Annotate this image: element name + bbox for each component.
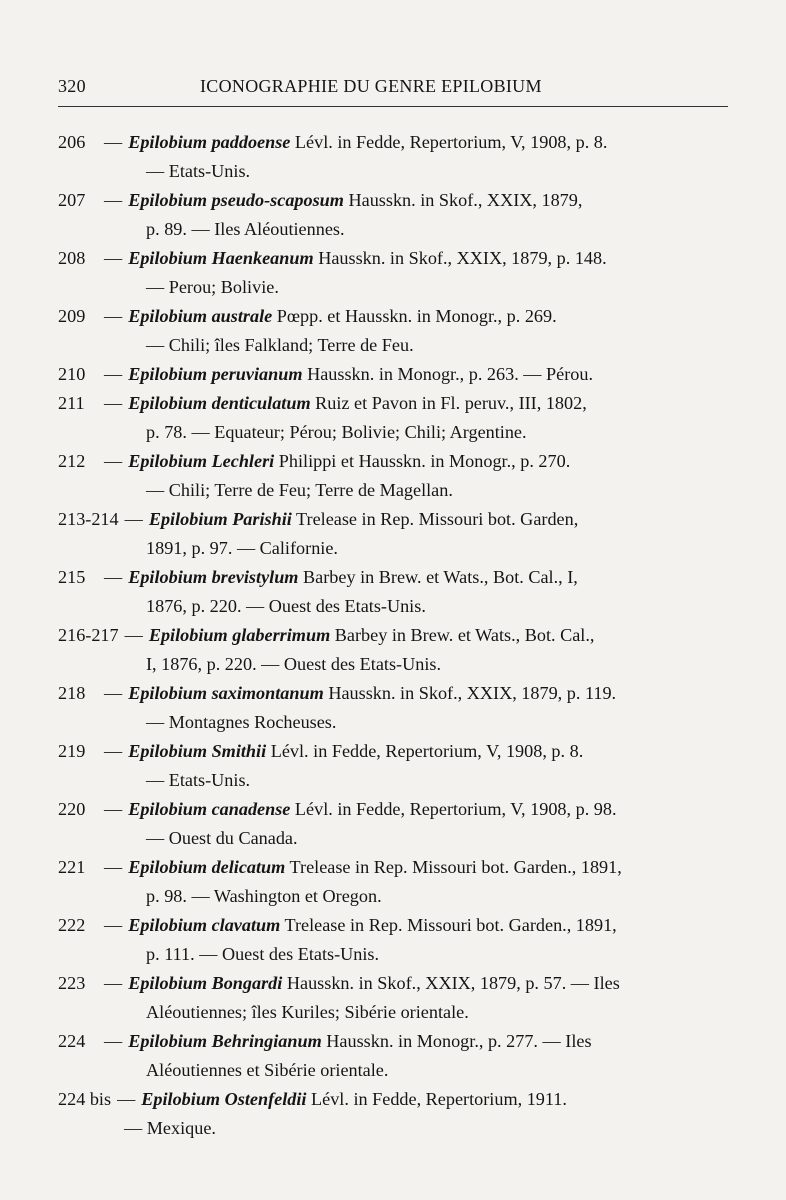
entry-citation: Hausskn. in Skof., XXIX, 1879, p. 148. [318, 248, 607, 268]
entry-citation: Pœpp. et Hausskn. in Monogr., p. 269. [276, 306, 557, 326]
entry-number: 209 [58, 306, 86, 326]
entry-number: 224 bis [58, 1089, 112, 1109]
list-item: 209 — Epilobium australe Pœpp. et Hausskn. in Monogr., p. 269. — Chili; îles Falkland; Terre de Feu. [58, 302, 730, 360]
entry-list [58, 128, 730, 1143]
entry-citation: Philippi et Hausskn. in Monogr., p. 270. [278, 451, 571, 471]
entry-number: 223 [58, 973, 86, 993]
entry-continuation: — Etats-Unis. [146, 770, 251, 790]
entry-citation: Hausskn. in Monogr., p. 277. — Iles [326, 1031, 592, 1051]
species-name: Epilobium canadense [128, 799, 291, 819]
entry-citation: Lévl. in Fedde, Repertorium, V, 1908, p. 98. [294, 799, 617, 819]
entry-number: 206 [58, 132, 86, 152]
entry-citation: Hausskn. in Skof., XXIX, 1879, p. 57. — Iles [286, 973, 620, 993]
entry-citation: Lévl. in Fedde, Repertorium, V, 1908, p. 8. [294, 132, 608, 152]
entry-continuation: p. 98. — Washington et Oregon. [146, 886, 382, 906]
list-item: 224 — Epilobium Behringianum Hausskn. in Monogr., p. 277. — Iles Aléoutiennes et Sibérie orientale. [58, 1027, 730, 1085]
entry-number: 211 [58, 393, 85, 413]
list-item: 207 — Epilobium pseudo-scaposum Hausskn. in Skof., XXIX, 1879, p. 89. — Iles Aléoutiennes. [58, 186, 730, 244]
entry-continuation: — Ouest du Canada. [146, 828, 298, 848]
list-item: 211 — Epilobium denticulatum Ruiz et Pavon in Fl. peruv., III, 1802, p. 78. — Equateur; Pérou; Bolivie; Chili; Argentine. [58, 389, 730, 447]
species-name: Epilobium Haenkeanum [128, 248, 314, 268]
entry-citation: Barbey in Brew. et Wats., Bot. Cal., [334, 625, 595, 645]
entry-number: 212 [58, 451, 86, 471]
entry-number: 222 [58, 915, 86, 935]
species-name: Epilobium pseudo-scaposum [128, 190, 344, 210]
entry-number: 210 [58, 364, 86, 384]
page-number: 320 [58, 76, 86, 96]
entry-continuation: — Mexique. [124, 1118, 216, 1138]
list-item: 208 — Epilobium Haenkeanum Hausskn. in Skof., XXIX, 1879, p. 148. — Perou; Bolivie. [58, 244, 730, 302]
species-name: Epilobium Bongardi [128, 973, 283, 993]
entry-number: 221 [58, 857, 86, 877]
entry-number: 215 [58, 567, 86, 587]
species-name: Epilobium saximontanum [128, 683, 324, 703]
entry-number: 220 [58, 799, 86, 819]
species-name: Epilobium denticulatum [128, 393, 311, 413]
entry-continuation: — Montagnes Rocheuses. [146, 712, 337, 732]
entry-citation: Trelease in Rep. Missouri bot. Garden., 1891, [289, 857, 622, 877]
list-item: 213-214 — Epilobium Parishii Trelease in Rep. Missouri bot. Garden, 1891, p. 97. — Californie. [58, 505, 730, 563]
entry-number: 213-214 [58, 509, 119, 529]
list-item: 206 — Epilobium paddoense Lévl. in Fedde, Repertorium, V, 1908, p. 8. — Etats-Unis. [58, 128, 730, 186]
entry-citation: Ruiz et Pavon in Fl. peruv., III, 1802, [315, 393, 587, 413]
entry-continuation: p. 78. — Equateur; Pérou; Bolivie; Chili; Argentine. [146, 422, 527, 442]
entry-continuation: 1891, p. 97. — Californie. [146, 538, 338, 558]
entry-continuation: Aléoutiennes et Sibérie orientale. [146, 1060, 389, 1080]
entry-continuation: — Perou; Bolivie. [146, 277, 279, 297]
list-item: 212 — Epilobium Lechleri Philippi et Hausskn. in Monogr., p. 270. — Chili; Terre de Feu; Terre de Magellan. [58, 447, 730, 505]
page-header [58, 76, 728, 100]
entry-number: 216-217 [58, 625, 119, 645]
entry-continuation: p. 111. — Ouest des Etats-Unis. [146, 944, 380, 964]
list-item: 215 — Epilobium brevistylum Barbey in Brew. et Wats., Bot. Cal., I, 1876, p. 220. — Ouest des Etats-Unis. [58, 563, 730, 621]
entry-continuation: p. 89. — Iles Aléoutiennes. [146, 219, 345, 239]
species-name: Epilobium Lechleri [128, 451, 275, 471]
species-name: Epilobium Smithii [128, 741, 267, 761]
entry-continuation: — Chili; Terre de Feu; Terre de Magellan. [146, 480, 453, 500]
species-name: Epilobium paddoense [128, 132, 291, 152]
running-title: ICONOGRAPHIE DU GENRE EPILOBIUM [200, 76, 542, 96]
list-item: 220 — Epilobium canadense Lévl. in Fedde, Repertorium, V, 1908, p. 98. — Ouest du Canada. [58, 795, 730, 853]
entry-citation: Lévl. in Fedde, Repertorium, 1911. [311, 1089, 567, 1109]
entry-continuation: 1876, p. 220. — Ouest des Etats-Unis. [146, 596, 426, 616]
species-name: Epilobium Parishii [148, 509, 292, 529]
list-item: 219 — Epilobium Smithii Lévl. in Fedde, Repertorium, V, 1908, p. 8. — Etats-Unis. [58, 737, 730, 795]
list-item: 221 — Epilobium delicatum Trelease in Rep. Missouri bot. Garden., 1891, p. 98. — Washington et Oregon. [58, 853, 730, 911]
entry-continuation: — Chili; îles Falkland; Terre de Feu. [146, 335, 414, 355]
entry-number: 224 [58, 1031, 86, 1051]
species-name: Epilobium delicatum [128, 857, 286, 877]
entry-continuation: — Etats-Unis. [146, 161, 251, 181]
list-item: 223 — Epilobium Bongardi Hausskn. in Skof., XXIX, 1879, p. 57. — Iles Aléoutiennes; îles Kuriles; Sibérie orientale. [58, 969, 730, 1027]
entry-citation: Hausskn. in Monogr., p. 263. — Pérou. [307, 364, 594, 384]
species-name: Epilobium clavatum [128, 915, 281, 935]
list-item: 210 — Epilobium peruvianum Hausskn. in Monogr., p. 263. — Pérou. [58, 360, 730, 389]
list-item: 222 — Epilobium clavatum Trelease in Rep. Missouri bot. Garden., 1891, p. 111. — Ouest des Etats-Unis. [58, 911, 730, 969]
list-item: 216-217 — Epilobium glaberrimum Barbey in Brew. et Wats., Bot. Cal., I, 1876, p. 220. — Ouest des Etats-Unis. [58, 621, 730, 679]
entry-number: 207 [58, 190, 86, 210]
entry-number: 218 [58, 683, 86, 703]
species-name: Epilobium glaberrimum [148, 625, 331, 645]
header-rule [58, 106, 728, 107]
entry-citation: Hausskn. in Skof., XXIX, 1879, [348, 190, 583, 210]
entry-continuation: Aléoutiennes; îles Kuriles; Sibérie orientale. [146, 1002, 469, 1022]
entry-citation: Barbey in Brew. et Wats., Bot. Cal., I, [303, 567, 578, 587]
species-name: Epilobium Ostenfeldii [141, 1089, 307, 1109]
entry-continuation: I, 1876, p. 220. — Ouest des Etats-Unis. [146, 654, 442, 674]
species-name: Epilobium Behringianum [128, 1031, 322, 1051]
entry-citation: Lévl. in Fedde, Repertorium, V, 1908, p. 8. [270, 741, 584, 761]
species-name: Epilobium brevistylum [128, 567, 299, 587]
entry-citation: Trelease in Rep. Missouri bot. Garden., 1891, [284, 915, 617, 935]
species-name: Epilobium australe [128, 306, 273, 326]
entry-citation: Trelease in Rep. Missouri bot. Garden, [296, 509, 579, 529]
entry-number: 208 [58, 248, 86, 268]
entry-number: 219 [58, 741, 86, 761]
species-name: Epilobium peruvianum [128, 364, 303, 384]
list-item: 224 bis — Epilobium Ostenfeldii Lévl. in Fedde, Repertorium, 1911. — Mexique. [58, 1085, 730, 1143]
list-item: 218 — Epilobium saximontanum Hausskn. in Skof., XXIX, 1879, p. 119. — Montagnes Rocheuses. [58, 679, 730, 737]
entry-citation: Hausskn. in Skof., XXIX, 1879, p. 119. [328, 683, 617, 703]
